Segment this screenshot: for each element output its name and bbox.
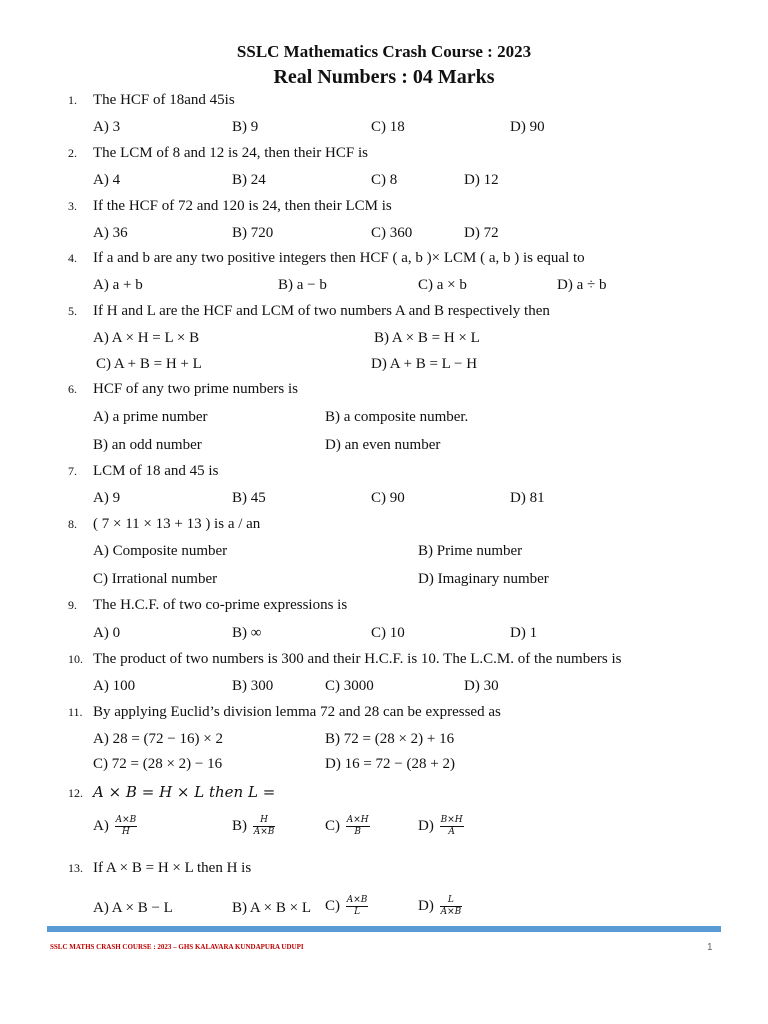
q4-option-c: C) a × b bbox=[418, 277, 467, 293]
question-number: 11. bbox=[68, 705, 83, 719]
q4-option-d: D) a ÷ b bbox=[557, 277, 607, 293]
question-1 bbox=[68, 92, 235, 109]
question-7 bbox=[68, 463, 218, 480]
q8-option-c: C) Irrational number bbox=[93, 571, 218, 587]
question-number: 12. bbox=[68, 786, 83, 800]
question-text: ( 7 × 11 × 13 + 13 ) is a / an bbox=[93, 516, 261, 532]
q6-option-c: B) an odd number bbox=[93, 437, 202, 453]
q6-option-a: A) a prime number bbox=[93, 409, 208, 425]
fraction bbox=[440, 895, 463, 918]
numerator: H bbox=[253, 815, 276, 827]
question-text: The LCM of 8 and 12 is 24, then their HCF is bbox=[93, 145, 368, 161]
q5-option-a: A) A × H = L × B bbox=[93, 330, 200, 346]
denominator: B bbox=[354, 827, 361, 837]
question-10 bbox=[68, 651, 621, 668]
question-number: 8. bbox=[68, 517, 77, 531]
question-number: 3. bbox=[68, 199, 77, 213]
denominator: A×B bbox=[253, 827, 275, 837]
question-11 bbox=[68, 704, 501, 721]
numerator: A×B bbox=[346, 895, 368, 905]
question-3 bbox=[68, 198, 392, 215]
numerator: A×B bbox=[115, 815, 137, 825]
q8-option-a: A) Composite number bbox=[93, 543, 228, 559]
question-5 bbox=[68, 303, 550, 320]
question-number: 1. bbox=[68, 93, 77, 107]
question-text: The HCF of 18and 45is bbox=[93, 92, 235, 108]
question-number: 5. bbox=[68, 304, 77, 318]
q4-option-b: B) a − b bbox=[278, 277, 327, 293]
denominator: H bbox=[121, 827, 130, 837]
document-title: SSLC Mathematics Crash Course : 2023 bbox=[236, 42, 532, 61]
denominator: L bbox=[354, 907, 361, 917]
q2-option-d: D) 12 bbox=[464, 172, 499, 188]
fraction bbox=[346, 895, 369, 918]
question-text: HCF of any two prime numbers is bbox=[93, 381, 298, 397]
footer-divider bbox=[47, 926, 721, 932]
question-number: 2. bbox=[68, 146, 77, 160]
q3-option-c: C) 360 bbox=[371, 225, 413, 241]
page-number: 1 bbox=[707, 942, 713, 953]
q1-option-a: A) 3 bbox=[93, 119, 121, 135]
q9-option-d: D) 1 bbox=[510, 625, 538, 641]
q13-option-a: A) A × B − L bbox=[93, 900, 173, 916]
option-label: D) bbox=[418, 897, 434, 914]
q7-option-b: B) 45 bbox=[232, 490, 266, 506]
q3-option-b: B) 720 bbox=[232, 225, 274, 241]
numerator: A×H bbox=[346, 815, 369, 825]
question-number: 7. bbox=[68, 464, 77, 478]
option-label: D) bbox=[418, 817, 434, 834]
q11-option-b: B) 72 = (28 × 2) + 16 bbox=[325, 731, 455, 747]
q6-option-b: B) a composite number. bbox=[325, 409, 469, 425]
q1-option-b: B) 9 bbox=[232, 119, 259, 135]
denominator: A×B bbox=[440, 907, 462, 917]
q13-option-d bbox=[418, 895, 462, 918]
q1-option-c: C) 18 bbox=[371, 119, 405, 135]
q7-option-a: A) 9 bbox=[93, 490, 121, 506]
q12-option-c bbox=[325, 815, 370, 838]
question-8 bbox=[68, 516, 260, 533]
question-2 bbox=[68, 145, 368, 162]
q11-option-d: D) 16 = 72 − (28 + 2) bbox=[325, 756, 455, 772]
q3-option-a: A) 36 bbox=[93, 225, 128, 241]
question-12 bbox=[68, 783, 275, 802]
q4-option-a: A) a + b bbox=[93, 277, 143, 293]
numerator: L bbox=[440, 895, 463, 907]
numerator: B×H bbox=[440, 815, 463, 825]
q5-option-c: C) A + B = H + L bbox=[96, 356, 202, 372]
q11-option-a: A) 28 = (72 − 16) × 2 bbox=[93, 731, 223, 747]
question-13 bbox=[68, 860, 251, 877]
fraction bbox=[115, 815, 138, 838]
q13-option-c bbox=[325, 895, 368, 918]
q2-option-a: A) 4 bbox=[93, 172, 121, 188]
question-4 bbox=[68, 250, 585, 267]
question-9 bbox=[68, 597, 347, 614]
fraction bbox=[440, 815, 464, 838]
q5-option-d: D) A + B = L − H bbox=[371, 356, 478, 372]
question-number: 13. bbox=[68, 861, 83, 875]
question-text: The product of two numbers is 300 and their H.C.F. is 10. The L.C.M. of the numbers is bbox=[93, 651, 622, 667]
question-6 bbox=[68, 381, 298, 398]
q7-option-c: C) 90 bbox=[371, 490, 405, 506]
q12-option-d bbox=[418, 815, 464, 838]
footer-text: SSLC MATHS CRASH COURSE : 2023 – GHS KALAVARA KUNDAPURA UDUPI bbox=[50, 943, 304, 951]
option-label: B) bbox=[232, 817, 247, 834]
fraction bbox=[346, 815, 370, 838]
document-subtitle: Real Numbers : 04 Marks bbox=[273, 66, 495, 88]
q8-option-b: B) Prime number bbox=[418, 543, 523, 559]
question-text: By applying Euclid’s division lemma 72 and 28 can be expressed as bbox=[93, 704, 501, 720]
denominator: A bbox=[448, 827, 455, 837]
option-label: A) bbox=[93, 817, 109, 834]
q2-option-c: C) 8 bbox=[371, 172, 398, 188]
q5-option-b: B) A × B = H × L bbox=[374, 330, 480, 346]
option-label: C) bbox=[325, 897, 340, 914]
question-text: If H and L are the HCF and LCM of two numbers A and B respectively then bbox=[93, 303, 550, 319]
q11-option-c: C) 72 = (28 × 2) − 16 bbox=[93, 756, 223, 772]
q9-option-c: C) 10 bbox=[371, 625, 405, 641]
q8-option-d: D) Imaginary number bbox=[418, 571, 549, 587]
q6-option-d: D) an even number bbox=[325, 437, 441, 453]
q3-option-d: D) 72 bbox=[464, 225, 499, 241]
q12-option-a bbox=[93, 815, 137, 838]
question-text: A × B = H × L then L = bbox=[93, 783, 276, 801]
question-text: LCM of 18 and 45 is bbox=[93, 463, 219, 479]
q10-option-b: B) 300 bbox=[232, 678, 274, 694]
question-text: The H.C.F. of two co-prime expressions is bbox=[93, 597, 348, 613]
question-number: 9. bbox=[68, 598, 77, 612]
question-number: 4. bbox=[68, 251, 77, 265]
q13-option-b: B) A × B × L bbox=[232, 900, 312, 916]
question-text: If a and b are any two positive integers then HCF ( a, b )× LCM ( a, b ) is equal to bbox=[93, 250, 585, 266]
q7-option-d: D) 81 bbox=[510, 490, 545, 506]
q10-option-a: A) 100 bbox=[93, 678, 136, 694]
q10-option-d: D) 30 bbox=[464, 678, 499, 694]
q12-option-b bbox=[232, 815, 275, 838]
question-number: 6. bbox=[68, 382, 77, 396]
q9-option-a: A) 0 bbox=[93, 625, 121, 641]
question-number: 10. bbox=[68, 652, 83, 666]
q1-option-d: D) 90 bbox=[510, 119, 545, 135]
option-label: C) bbox=[325, 817, 340, 834]
q2-option-b: B) 24 bbox=[232, 172, 266, 188]
fraction bbox=[253, 815, 276, 838]
question-text: If the HCF of 72 and 120 is 24, then their LCM is bbox=[93, 198, 392, 214]
q9-option-b: B) ∞ bbox=[232, 625, 262, 641]
question-text: If A × B = H × L then H is bbox=[93, 860, 252, 876]
q10-option-c: C) 3000 bbox=[325, 678, 374, 694]
